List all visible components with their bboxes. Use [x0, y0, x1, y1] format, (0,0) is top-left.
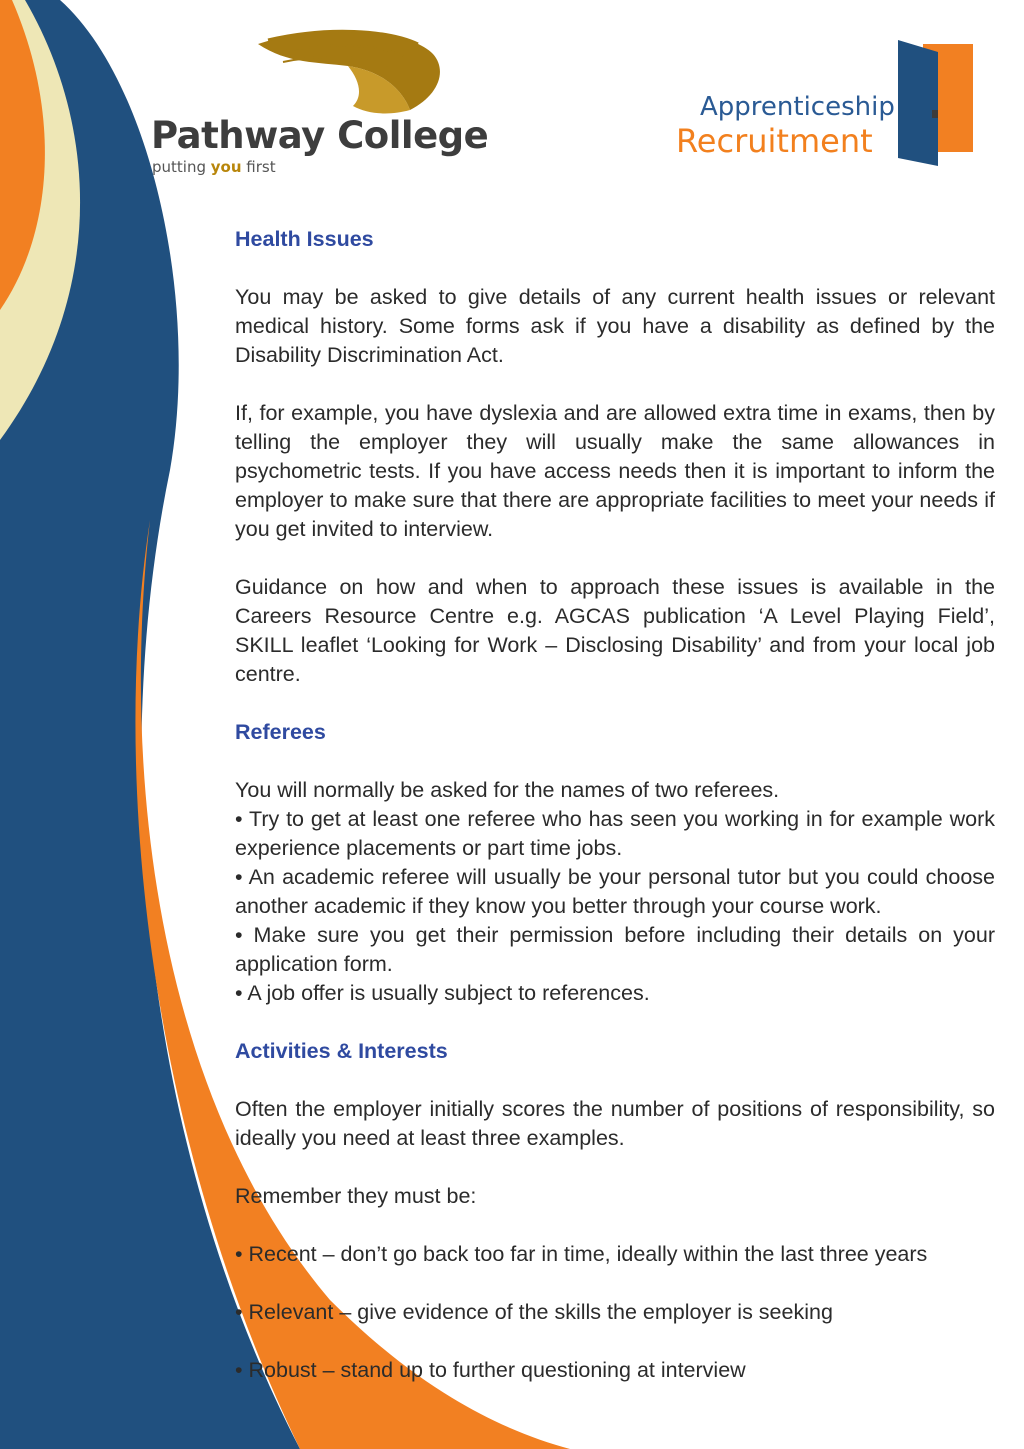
referees-bullet: • A job offer is usually subject to references.: [235, 981, 650, 1005]
health-paragraph-2: If, for example, you have dyslexia and are allowed extra time in exams, then by telling the employer they will usually make the same allowances in psychometric tests. If you have access needs then it is important to inform the employer to make sure that there are appropriate facilities to meet your needs if you get invited to interview.: [235, 401, 995, 541]
logo-line-recruitment: Recruitment: [676, 122, 873, 160]
document-body: [235, 225, 995, 1414]
apprenticeship-recruitment-logo: [670, 40, 980, 175]
logo-line-apprenticeship: Apprenticeship: [700, 92, 895, 122]
activities-bullet: • Recent – don’t go back too far in time, ideally within the last three years: [235, 1242, 928, 1266]
referees-bullet: • Try to get at least one referee who has seen you working in for example work experience placements or part time jobs.: [235, 807, 995, 860]
pathway-college-logo: [148, 26, 489, 186]
heading-activities-interests: Activities & Interests: [235, 1039, 448, 1063]
activities-paragraph-2: Remember they must be:: [235, 1184, 477, 1208]
swoosh-emblem-icon: [148, 26, 448, 116]
activities-bullet: • Relevant – give evidence of the skills the employer is seeking: [235, 1300, 833, 1324]
college-tagline: putting you first: [152, 158, 276, 176]
referees-intro: You will normally be asked for the names of two referees.: [235, 778, 780, 802]
health-paragraph-3: Guidance on how and when to approach these issues is available in the Careers Resource Centre e.g. AGCAS publication ‘A Level Playing Field’, SKILL leaflet ‘Looking for Work – Disclosing Disability’ and from your local job centre.: [235, 575, 995, 686]
heading-health-issues: Health Issues: [235, 227, 374, 251]
activities-paragraph-1: Often the employer initially scores the number of positions of responsibility, so ideally you need at least three examples.: [235, 1097, 995, 1150]
referees-bullet: • An academic referee will usually be your personal tutor but you could choose another academic if they know you better through your course work.: [235, 865, 995, 918]
activities-bullet: • Robust – stand up to further questioning at interview: [235, 1358, 746, 1382]
health-paragraph-1: You may be asked to give details of any current health issues or relevant medical history. Some forms ask if you have a disability as defined by the Disability Discrimination Act.: [235, 285, 995, 367]
heading-referees: Referees: [235, 720, 326, 744]
referees-bullet: • Make sure you get their permission before including their details on your application form.: [235, 923, 995, 976]
college-name: Pathway College: [151, 114, 489, 157]
